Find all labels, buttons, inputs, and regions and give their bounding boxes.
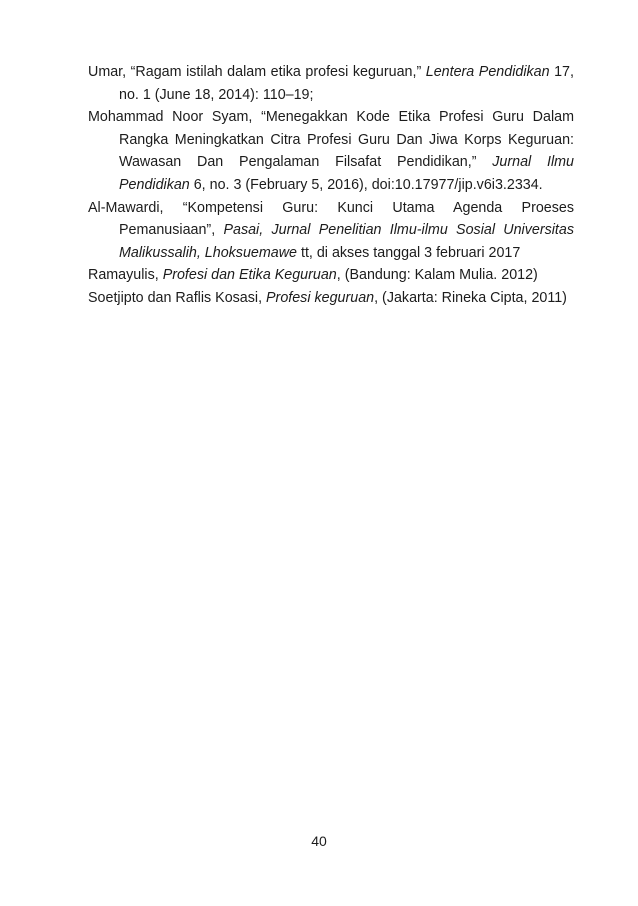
reference-text: Ramayulis, <box>88 267 163 284</box>
reference-book-title: Profesi keguruan <box>266 289 375 306</box>
reference-journal-title: Lentera Pendidikan <box>425 64 550 80</box>
reference-journal-title: Jurnal Ilmu Pendidikan <box>119 154 575 193</box>
reference-entry-umar <box>88 61 574 106</box>
reference-text: Soetjipto dan Raflis Kosasi, <box>88 289 267 306</box>
reference-book-title: Profesi dan Etika Keguruan <box>162 267 337 284</box>
reference-entry-syam <box>88 106 574 196</box>
reference-entry-soetjipto <box>88 287 574 310</box>
page-number: 40 <box>311 833 327 849</box>
reference-list <box>88 61 574 310</box>
reference-text: , (Bandung: Kalam Mulia. 2012) <box>336 267 538 284</box>
reference-text: 6, no. 3 (February 5, 2016), doi:10.17977/jip.v6i3.2334. <box>189 176 543 193</box>
reference-text: Mohammad Noor Syam, “Menegakkan Kode Etika Profesi Guru Dalam Rangka Meningkatkan Citra Profesi Guru Dan Jiwa Korps Keguruan: Wawasan Dan Pengalaman Filsafat Pendidikan,” <box>88 109 574 171</box>
reference-text: tt, di akses tanggal 3 februari 2017 <box>297 244 521 261</box>
reference-text: Al-Mawardi, “Kompetensi Guru: Kunci Utama Agenda Proeses Pemanusiaan”, <box>88 199 574 239</box>
reference-text: Umar, “Ragam istilah dalam etika profesi keguruan,” <box>88 64 426 80</box>
reference-text: 17, no. 1 (June 18, 2014): 110–19; <box>119 64 574 103</box>
reference-entry-ramayulis <box>88 264 574 287</box>
reference-text: , (Jakarta: Rineka Cipta, 2011) <box>374 289 567 306</box>
reference-entry-al-mawardi <box>88 197 574 265</box>
reference-journal-title: Pasai, Jurnal Penelitian Ilmu-ilmu Sosial Universitas Malikussalih, Lhoksuemawe <box>119 222 574 261</box>
